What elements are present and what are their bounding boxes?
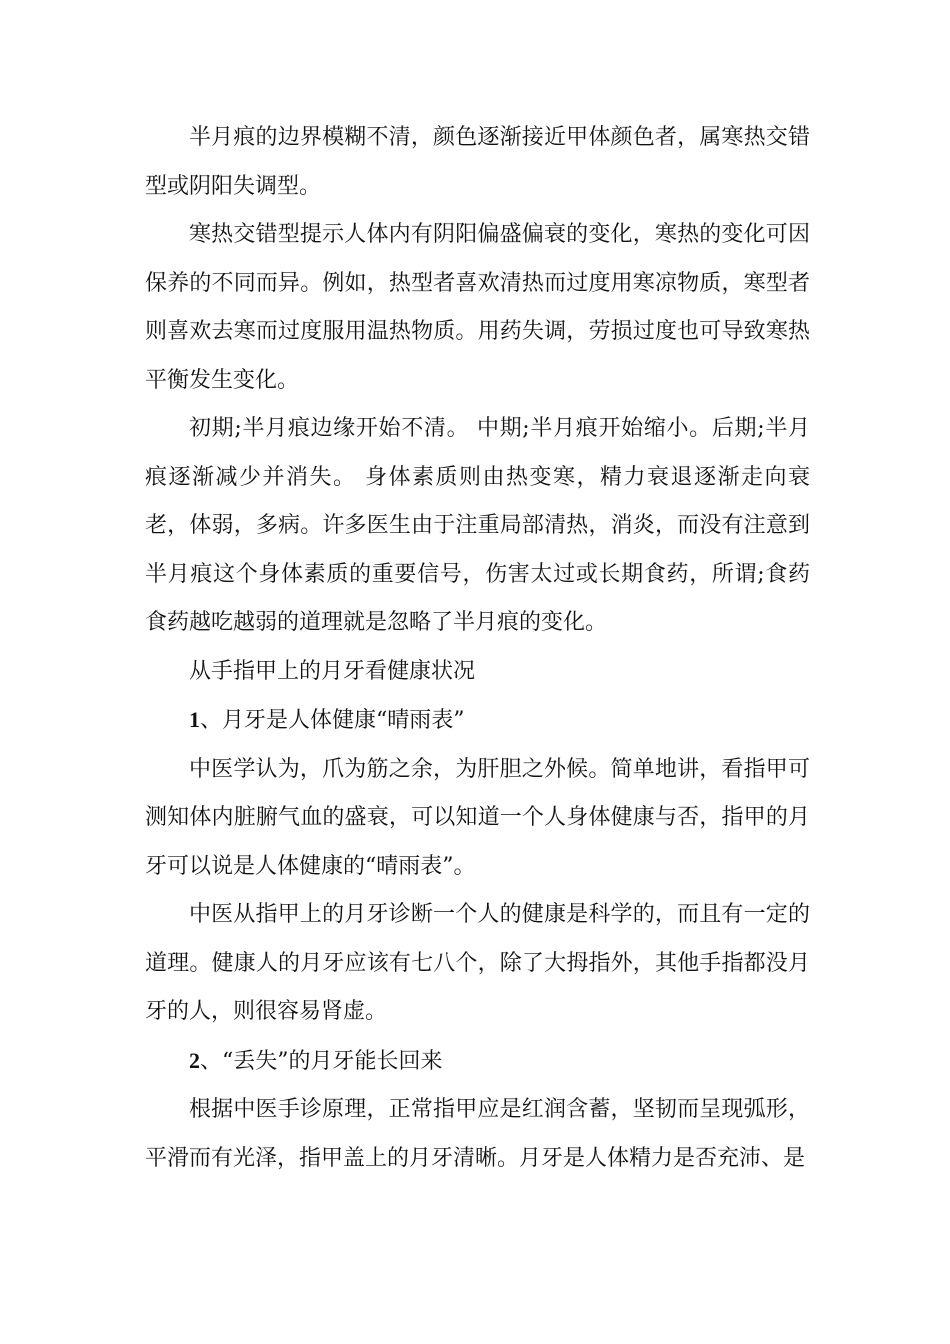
subheading-number: 2 — [189, 1047, 200, 1073]
paragraph: 根据中医手诊原理，正常指甲应是红润含蓄，坚韧而呈现弧形，平滑而有光泽，指甲盖上的月牙清晰。月牙是人体精力是否充沛、是 — [145, 1097, 810, 1171]
subheading-1 — [145, 696, 810, 746]
paragraph: 中医学认为，爪为筋之余，为肝胆之外候。简单地讲，看指甲可测知体内脏腑气血的盛衰，可以知道一个人身体健康与否，指甲的月牙可以说是人体健康的“晴雨表”。 — [145, 756, 810, 879]
section-heading: 从手指甲上的月牙看健康状况 — [189, 658, 476, 684]
paragraph: 中医从指甲上的月牙诊断一个人的健康是科学的，而且有一定的道理。健康人的月牙应该有七八个，除了大拇指外，其他手指都没月牙的人，则很容易肾虚。 — [145, 902, 810, 1024]
subheading-text: 、“丢失”的月牙能长回来 — [200, 1048, 443, 1074]
subheading-number: 1 — [189, 707, 200, 732]
paragraph: 初期;半月痕边缘开始不清。 中期;半月痕开始缩小。后期;半月痕逐渐减少并消失。 身体素质则由热变寒，精力衰退逐渐走向衰老，体弱，多病。许多医生由于注重局部清热，消炎，而没有注意到半月痕这个身体素质的重要信号，伤害太过或长期食药，所谓;食药食药越吃越弱的道理就是忽略了半月痕的变化。 — [145, 416, 810, 635]
paragraph: 寒热交错型提示人体内有阴阳偏盛偏衰的变化，寒热的变化可因保养的不同而异。例如，热型者喜欢清热而过度用寒凉物质，寒型者则喜欢去寒而过度服用温热物质。用药失调，劳损过度也可导致寒热平衡发生变化。 — [145, 222, 810, 393]
subheading-text: 、月牙是人体健康“晴雨表” — [200, 708, 465, 733]
subheading-2 — [145, 1037, 810, 1087]
document-body — [145, 114, 810, 1183]
paragraph: 半月痕的边界模糊不清，颜色逐渐接近甲体颜色者，属寒热交错型或阴阳失调型。 — [145, 125, 810, 199]
